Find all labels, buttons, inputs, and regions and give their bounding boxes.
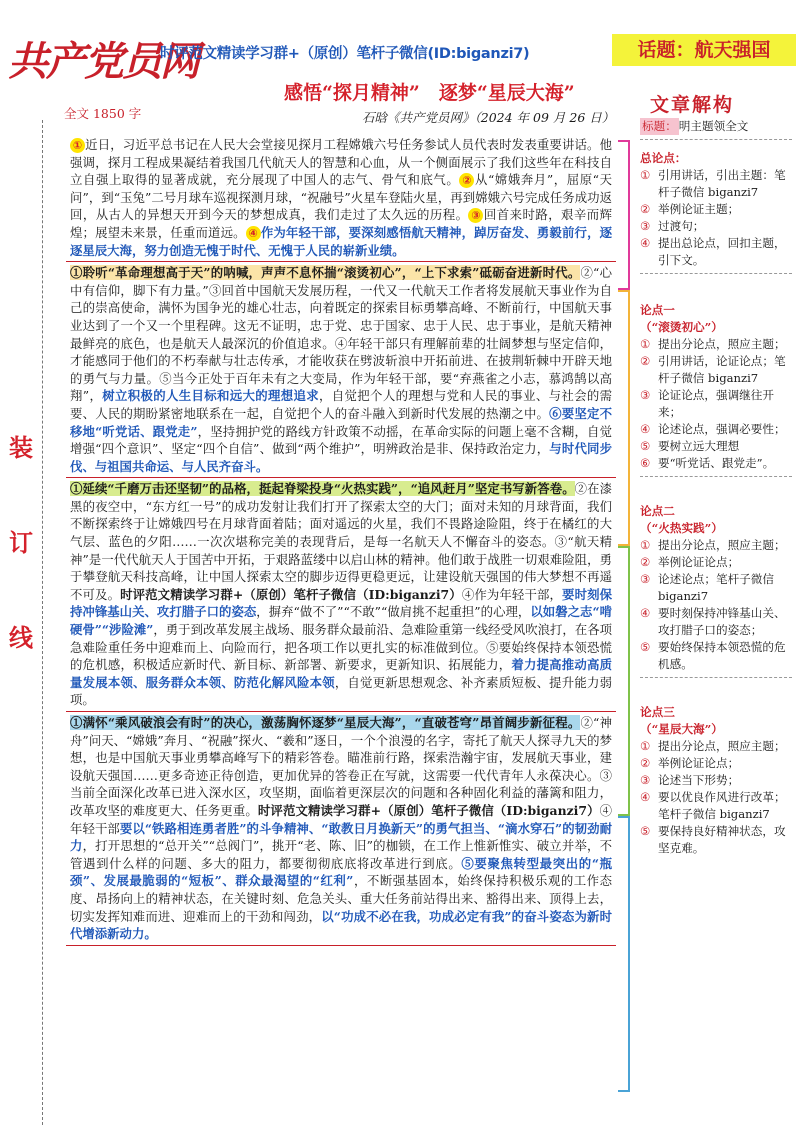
top-banner: 时评范文精读学习群+（原创）笔杆子微信(ID:biganzi7): [160, 46, 530, 62]
word-count: 全文 1850 字: [64, 106, 142, 121]
bracket-point-3: [618, 816, 630, 1092]
section-point-1: 论点一 （“滚烫初心”） ① 提出分论点，照应主题； ② 引用讲话，论证论点；笔杆子微信 biganzi7 ③ 论证论点，强调继往开来； ④ 论述论点，强调必要性； ⑤ 要树立远大理想 ⑥ 要“听党话、跟党走”。: [640, 303, 786, 470]
paragraph-point-3: ①满怀“乘风破浪会有时”的决心，激荡胸怀逐梦“星辰大海”，“直破苍穹”昂首阔步新征程。②“神舟”问天、“嫦娥”奔月、“祝融”探火、“羲和”逐日，一个个浪漫的名字，寄托了航天人探寻九天的梦想，也是中国航天事业勇攀高峰写下的精彩答卷。瞄准前行路，探索浩瀚宇宙，发展航天事业，建设航天强国……更多奇迹正待创造，更加优异的答卷正在写就，这需要一代代青年人永葆决心。③当前全面深化改革已进入深水区，攻坚期，面临着更深层次的问题和各种固化利益的藩篱和阻力，改革攻坚的难度更大、任务更重。时评范文精读学习群+（原创）笔杆子微信（ID:biganzi7）④年轻干部要以“铁路相连勇者胜”的斗争精神、“敢教日月换新天”的勇气担当、“滴水穿石”的韧劲耐力，打开思想的“总开关”“总阀门”，挑开“老、陈、旧”的枷锁，在工作上惟新惟实、破立并举，不管遇到什么样的问题、多大的阻力，都要彻彻底底将改革进行到底。⑤要聚焦转型最突出的“瓶颈”、发展最脆弱的“短板”、群众最渴望的“红利”，不断强基固本，始终保持积极乐观的工作态度、昂扬向上的精神状态，在关键时刻、危急关头、重大任务前站得出来、豁得出来、顶得上去，切实发挥知难而进、迎难而上的干劲和闯劲，以“功成不必在我，功成必定有我”的奋斗姿态为新时代增添新动力。: [66, 712, 616, 946]
binding-label: 装 订 线: [9, 433, 33, 652]
topic-badge: 话题：航天强国: [612, 34, 796, 66]
article-body: [66, 134, 616, 946]
section-point-2: 论点二 （“火热实践”） ① 提出分论点，照应主题； ② 举例论证论点； ③ 论述论点；笔杆子微信 biganzi7 ④ 要时刻保持冲锋基山关、攻打腊子口的姿态； ⑤ 要始终保持本领恐慌的危机感。: [640, 504, 786, 671]
analysis-panel: [640, 118, 792, 857]
article-title: 感悟“探月精神” 逐梦“星辰大海”: [284, 82, 575, 104]
bracket-point-1: [618, 290, 630, 546]
section-point-3: 论点三 （“星辰大海”） ① 提出分论点，照应主题； ② 举例论证论点； ③ 论述当下形势； ④ 要以优良作风进行改革；笔杆子微信 biganzi7 ⑤ 要保持良好精神状态，攻坚克难。: [640, 705, 786, 855]
bracket-intro: [618, 140, 630, 290]
logo: 共产党员网: [8, 38, 198, 85]
analysis-heading: 文章解构: [650, 94, 735, 116]
binding-line: [42, 120, 43, 1125]
paragraph-intro: ① 近日，习近平总书记在人民大会堂接见探月工程嫦娥六号任务参试人员代表时发表重要讲话。他强调，探月工程成果凝结着我国几代航天人的智慧和心血，从一个侧面展示了我们这些年在科技自立自强上取得的显著成就，充分展现了中国人的志气、骨气和底气。 ② 从“嫦娥奔月”，屈原“天问”，到“玉兔”二号月球车巡视探测月球，“祝融号”火星车登陆火星，再到嫦娥六号完成任务成功返回，从古人的异想天开到今天的梦想成真，我们走过了太久远的历程。 ③ 回首来时路，艰辛而辉煌；展望未来景，任重而道远。 ④ 作为年轻干部，要深刻感悟航天精神，踔厉奋发、勇毅前行，逐逐星辰大海，努力创造无愧于时代、无愧于人民的崭新业绩。: [66, 134, 616, 262]
bracket-point-2: [618, 546, 630, 816]
section-total: 总论点： ① 引用讲话，引出主题：笔杆子微信 biganzi7 ② 举例论证主题； ③ 过渡句； ④ 提出总论点，回扣主题，引下文。: [640, 151, 786, 267]
title-note: 标题： 明主题领全文: [642, 119, 749, 133]
paragraph-point-2: ①延续“千磨万击还坚韧”的品格，挺起脊梁投身“火热实践”，“追风赶月”坚定书写新答卷。②在漆黑的夜空中，“东方红一号”的成功发射让我们打开了探索太空的大门；面对未知的月球背面，我们不断探索终于让嫦娥四号在月球背面着陆；面对遥远的火星，我们不畏路途险阻，终于在橘红的大气层、蓝色的夕阳……一次次堪称完美的表现背后，是每一名航天人不懈奋斗的姿态。③“航天精神”是一代代航天人于国苦中开拓，于艰路蓝缕中以启山林的精神。他们敢于战胜一切艰难险阻，勇于攀登航天科技高峰，让中国人探索太空的脚步迈得更稳更远，让建设航天强国的伟大梦想不再遥不可及。时评范文精读学习群+（原创）笔杆子微信（ID:biganzi7）④作为年轻干部，要时刻保持冲锋基山关、攻打腊子口的姿态，摒弃“做不了”“不敢”“做肩挑不起重担”的心理，以如磐之志“啃硬骨”“涉险滩”，勇于到改革发展主战场、服务群众最前沿、急难险重第一线经受风吹浪打，在各项急难险重任务中迎难而上、向险而行，把各项工作以更扎实的标准做到位。⑤要始终保持本领恐慌的危机感，积极适应新时代、新目标、新部署、新要求，更新知识、拓展能力，着力提高推动高质量发展本领、服务群众本领、防范化解风险本领，自觉更新思想观念、补齐素质短板、提升能力弱项。: [66, 478, 616, 712]
byline: 石晗《共产党员网》（2024 年 09 月 26 日）: [362, 110, 615, 125]
paragraph-point-1: ①聆听“革命理想高于天”的呐喊，声声不息怀揣“滚烫初心”，“上下求索”砥砺奋进新时代。②“心中有信仰，脚下有力量。”③回首中国航天发展历程，一代又一代航天工作者将发展航天事业作为自己的崇高使命，满怀为国争光的雄心壮志，向着既定的探索目标勇攀高峰、不断前行，中国航天事业达到了一个又一个里程碑。这无不证明，忠于党、忠于国家、忠于人民、忠于事业，是航天精神最鲜亮的底色，也是航天人最深沉的价值追求。④年轻干部只有理解前辈的壮阔梦想与坚定信仰，才能感同于他们的不朽奉献与壮志传承，才能收获在劈波斩浪中开拓前进、在披荆斩棘中开辟天地的勇气与力量。⑤当今正处于百年未有之大变局，作为年轻干部，要“弃燕雀之小志，慕鸿鹄以高翔”，树立积极的人生目标和远大的理想追求，自觉把个人的理想与党和人民的事业、与社会的需要、人民的期盼紧密地联系在一起，自觉把个人的奋斗融入到新时代发展的热潮之中。⑥要坚定不移地“听党话、跟党走”，坚持拥护党的路线方针政策不动摇，在革命实际的问题上毫不含糊，自觉增强“四个意识”、坚定“四个自信”、做到“两个维护”，明辨政治是非、保持政治定力，与时代同步伐、与祖国共命运、与人民齐奋斗。: [66, 262, 616, 478]
